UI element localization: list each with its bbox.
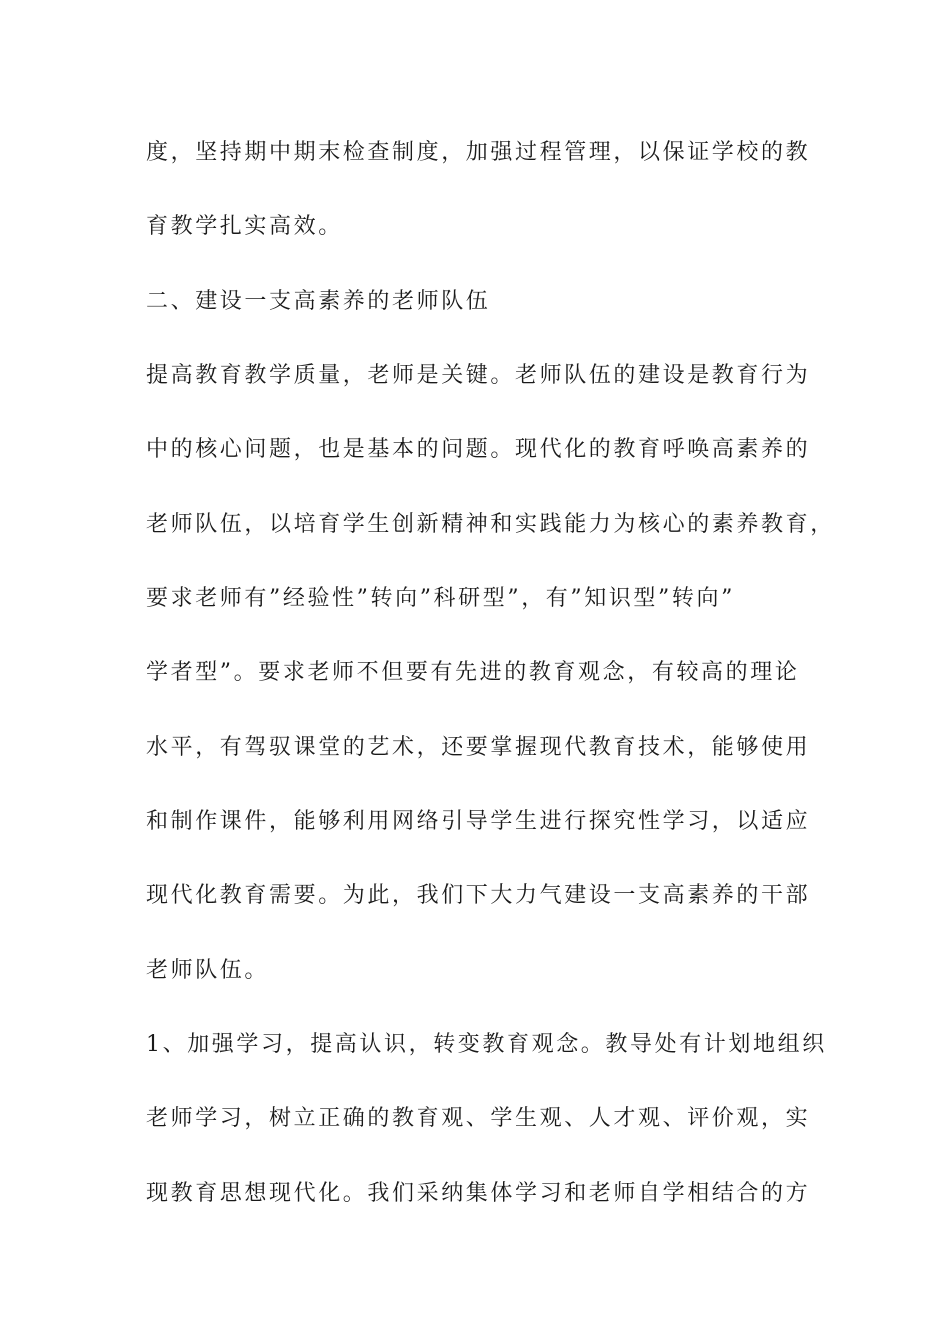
text-line: 现代化教育需要。为此，我们下大力气建设一支高素养的干部 [146,883,811,908]
text-line: 和制作课件，能够利用网络引导学生进行探究性学习，以适应 [146,809,811,834]
text-line: 现教育思想现代化。我们采纳集体学习和老师自学相结合的方 [146,1181,811,1206]
text-line: 老师队伍，以培育学生创新精神和实践能力为核心的素养教育， [146,512,835,537]
text-line: 中的核心问题，也是基本的问题。现代化的教育呼唤高素养的 [146,437,811,462]
text-line: 水平，有驾驭课堂的艺术，还要掌握现代教育技术，能够使用 [146,735,811,760]
text-line: 度，坚持期中期末检查制度，加强过程管理，以保证学校的教 [146,140,811,165]
text-line: 要求老师有”经验性”转向”科研型”，有”知识型”转向” [146,586,735,611]
text-line: 育教学扎实高效。 [146,214,343,239]
text-line: 提高教育教学质量，老师是关键。老师队伍的建设是教育行为 [146,363,811,388]
text-line: 老师队伍。 [146,958,270,983]
text-line: 学者型”。要求老师不但要有先进的教育观念，有较高的理论 [146,660,800,685]
text-line: 老师学习，树立正确的教育观、学生观、人才观、评价观，实 [146,1106,811,1131]
text-line: 1、加强学习，提高认识，转变教育观念。教导处有计划地组织 [146,1032,827,1057]
section-heading: 二、建设一支高素养的老师队伍 [146,289,491,314]
